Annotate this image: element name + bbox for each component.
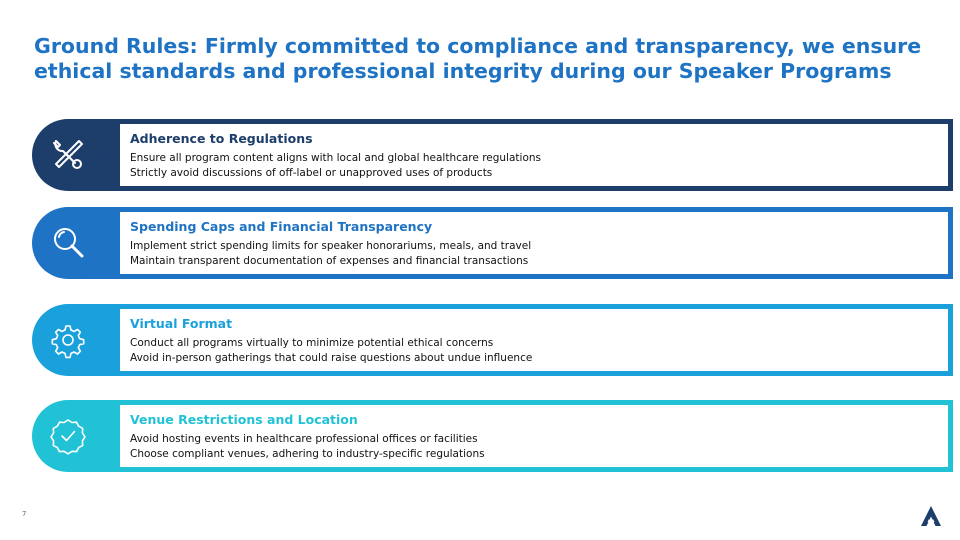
checkmark-badge-icon (48, 416, 88, 456)
rule-line: Strictly avoid discussions of off-label or unapproved uses of products (130, 166, 493, 179)
rule-line: Maintain transparent documentation of expenses and financial transactions (130, 254, 529, 267)
rule-title: Venue Restrictions and Location (130, 412, 358, 427)
rule-line: Conduct all programs virtually to minimize potential ethical concerns (130, 337, 494, 349)
rule-title: Spending Caps and Financial Transparency (130, 219, 433, 234)
wrench-screwdriver-icon (48, 135, 88, 175)
rule-icon-circle (32, 119, 104, 191)
rule-item-virtual (32, 304, 953, 376)
rule-card (130, 131, 541, 180)
rule-item-regulations (32, 119, 953, 191)
rule-item-spending (32, 207, 953, 279)
slide-title-line-2: ethical standards and professional integrity during our Speaker Programs (34, 59, 892, 83)
rule-line: Implement strict spending limits for speaker honorariums, meals, and travel (130, 240, 532, 252)
rule-line: Avoid in-person gatherings that could raise questions about undue influence (130, 351, 533, 364)
rule-line: Ensure all program content aligns with local and global healthcare regulations (130, 152, 541, 164)
rule-card (130, 219, 531, 268)
rule-item-venue (32, 400, 953, 472)
rule-line: Avoid hosting events in healthcare professional offices or facilities (130, 433, 478, 445)
page-number: 7 (22, 510, 27, 518)
rule-line: Choose compliant venues, adhering to industry-specific regulations (130, 447, 485, 460)
rule-card (130, 316, 532, 365)
magnifier-icon (48, 223, 88, 263)
rule-icon-circle (32, 207, 104, 279)
slide-title-line-1: Ground Rules: Firmly committed to compliance and transparency, we ensure (34, 34, 922, 58)
triangle-logo-icon (920, 505, 942, 527)
slide-title (34, 34, 934, 84)
rule-card (130, 412, 485, 461)
rule-title: Adherence to Regulations (130, 131, 313, 146)
gear-icon (48, 320, 88, 360)
rule-icon-circle (32, 400, 104, 472)
rule-title: Virtual Format (130, 316, 233, 331)
rule-icon-circle (32, 304, 104, 376)
